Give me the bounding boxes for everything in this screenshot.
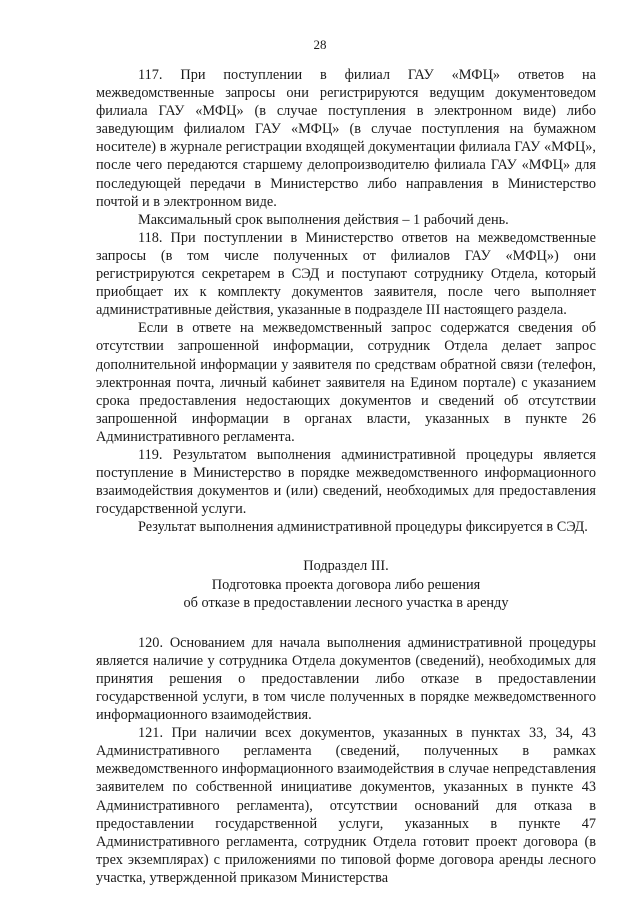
subsection-number: Подраздел III. <box>303 558 389 575</box>
paragraph-121: 121. При наличии всех документов, указанных в пунктах 33, 34, 43 Административного регламента (сведений, полученных в рамках межведомственного информационного взаимодействия в случае непредставления заявителем по собственной инициативе документов, указанных в пункте 43 Административного регламента), отсутствии оснований для отказа в предоставлении государственной услуги, указанных в пункте 47 Административного регламента, сотрудник Отдела готовит проект договора (в трех экземплярах) с приложениями по типовой форме договора аренды лесного участка, утвержденной приказом Министерства <box>96 725 596 886</box>
paragraph-max-term: Максимальный срок выполнения действия – 1 рабочий день. <box>138 211 509 228</box>
document-body <box>96 66 596 887</box>
paragraph-118: 118. При поступлении в Министерство ответов на межведомственные запросы (в том числе полученных от филиалов ГАУ «МФЦ») они регистрируются секретарем в СЭД и поступают сотруднику Отдела, который приобщает их к комплекту документов заявителя, после чего выполняет административные действия, указанные в подразделе III настоящего раздела. <box>96 229 596 319</box>
paragraph-120: 120. Основанием для начала выполнения административной процедуры является наличие у сотрудника Отдела документов (сведений), необходимых для принятия решения о предоставлении либо отказе в предоставлении государственной услуги, в том числе полученных в порядке межведомственного информационного взаимодействия. <box>96 634 596 724</box>
paragraph-119: 119. Результатом выполнения административной процедуры является поступление в Министерство в порядке межведомственного информационного взаимодействия документов и (или) сведений, необходимых для предоставления государственной услуги. <box>96 446 596 518</box>
subsection-title-line-2: об отказе в предоставлении лесного участка в аренду <box>183 594 509 611</box>
paragraph-result: Результат выполнения административной процедуры фиксируется в СЭД. <box>138 519 588 536</box>
paragraph-117: 117. При поступлении в филиал ГАУ «МФЦ» ответов на межведомственные запросы они регистрируются ведущим документоведом филиала ГАУ «МФЦ» (в случае поступления в электронном виде) либо заведующим филиалом ГАУ «МФЦ» (в случае поступления на бумажном носителе) в журнале регистрации входящей документации филиала ГАУ «МФЦ», после чего передаются старшему делопроизводителю филиала ГАУ «МФЦ» для последующей передачи в Министерство либо направления в Министерство почтой и в электронном виде. <box>96 67 596 210</box>
subsection-title-line-1: Подготовка проекта договора либо решения <box>211 576 481 593</box>
paragraph-missing-info: Если в ответе на межведомственный запрос содержатся сведения об отсутствии запрошенной информации, сотрудник Отдела делает запрос дополнительной информации у заявителя по средствам обратной связи (телефон, электронная почта, личный кабинет заявителя на Едином портале) с указанием срока предоставления недостающих документов и сведений об отсутствии запрошенной информации в органах власти, указанных в пункте 26 Административного регламента. <box>96 320 596 445</box>
page-number: 28 <box>313 37 327 52</box>
subsection-heading <box>96 557 596 611</box>
